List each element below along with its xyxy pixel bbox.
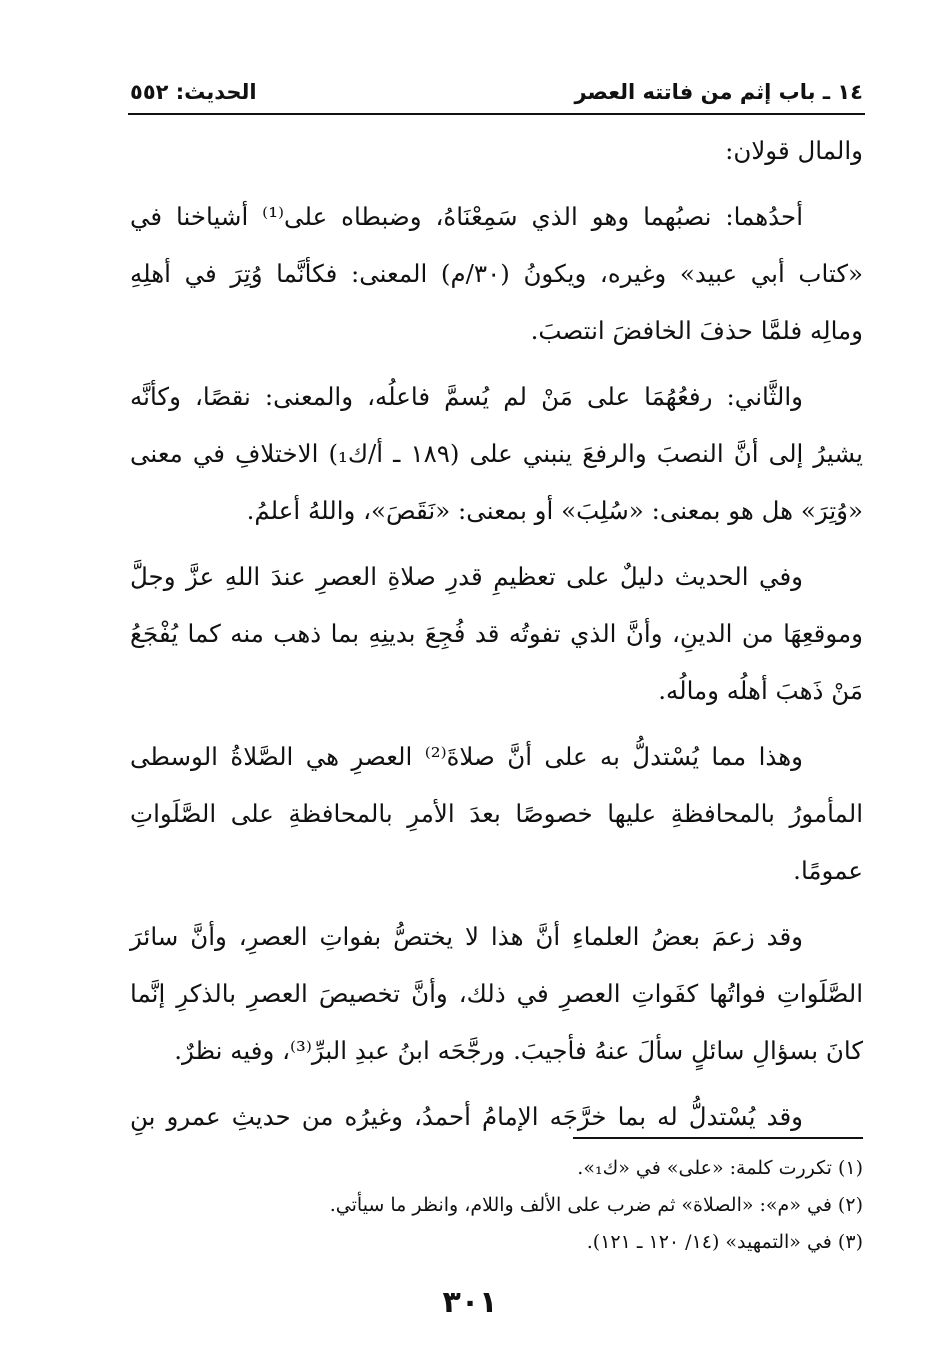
footnote: (٣) في «التمهيد» (١٤/ ١٢٠ ـ ١٢١). xyxy=(586,1231,863,1253)
paragraph: والثَّاني: رفعُهُمَا على مَنْ لم يُسمَّ فاعلُه، والمعنى: نقصًا، وكأنَّه يشيرُ إلى أنَّ النصبَ والرفعَ ينبني على (١٨٩ ـ أ/ك₁) الاختلافِ في معنى «وُتِرَ» هل هو بمعنى: «سُلِبَ» أو بمعنى: «نَقَصَ»، واللهُ أعلمُ. xyxy=(130,382,863,525)
chapter-title: ١٤ ـ باب إثم من فاتته العصر xyxy=(574,80,863,104)
hadith-reference: الحديث: ٥٥٢ xyxy=(130,80,257,104)
page-number: ٣٠١ xyxy=(442,1285,498,1320)
paragraph: وفي الحديث دليلٌ على تعظيمِ قدرِ صلاةِ العصرِ عندَ اللهِ عزَّ وجلَّ وموقعِهَا من الدينِ، وأنَّ الذي تفوتُه قد فُجِعَ بدينِهِ بما ذهب منه كما يُفْجَعُ مَنْ ذَهبَ أهلُه ومالُه. xyxy=(130,562,863,705)
running-header xyxy=(130,72,863,112)
header-rule xyxy=(128,113,865,115)
paragraph: وقد زعمَ بعضُ العلماءِ أنَّ هذا لا يختصُّ بفواتِ العصرِ، وأنَّ سائرَ الصَّلَواتِ فواتُها كفَواتِ العصرِ في ذلك، وأنَّ تخصيصَ العصرِ بالذكرِ إنَّما كانَ بسؤالِ سائلٍ سألَ عنهُ فأجيبَ. ورجَّحَه ابنُ عبدِ البرِّ⁽³⁾، وفيه نظرٌ. xyxy=(130,922,863,1065)
paragraph: وقد يُسْتدلُّ له بما خرَّجَه الإمامُ أحمدُ، وغيرُه من حديثِ عمرو بنِ xyxy=(130,1102,803,1131)
footnotes xyxy=(130,1150,863,1261)
paragraph: أحدُهما: نصبُهما وهو الذي سَمِعْنَاهُ، وضبطاه على⁽¹⁾ أشياخنا في «كتاب أبي عبيد» وغيره، ويكونُ (٣٠/م) المعنى: فكأنَّما وُتِرَ في أهلِهِ ومالِه فلمَّا حذفَ الخافضَ انتصبَ. xyxy=(130,202,863,345)
footnote-rule xyxy=(573,1137,863,1139)
footnote: (١) تكررت كلمة: «على» في «ك₁». xyxy=(577,1157,863,1179)
footnote: (٢) في «م»: «الصلاة» ثم ضرب على الألف واللام، وانظر ما سيأتي. xyxy=(329,1194,863,1216)
paragraph: والمال قولان: xyxy=(725,136,863,165)
paragraph: وهذا مما يُسْتدلُّ به على أنَّ صلاةَ⁽²⁾ العصرِ هي الصَّلاةُ الوسطى المأمورُ بالمحافظةِ عليها خصوصًا بعدَ الأمرِ بالمحافظةِ على الصَّلَواتِ عمومًا. xyxy=(130,742,863,885)
main-text xyxy=(130,122,863,1145)
